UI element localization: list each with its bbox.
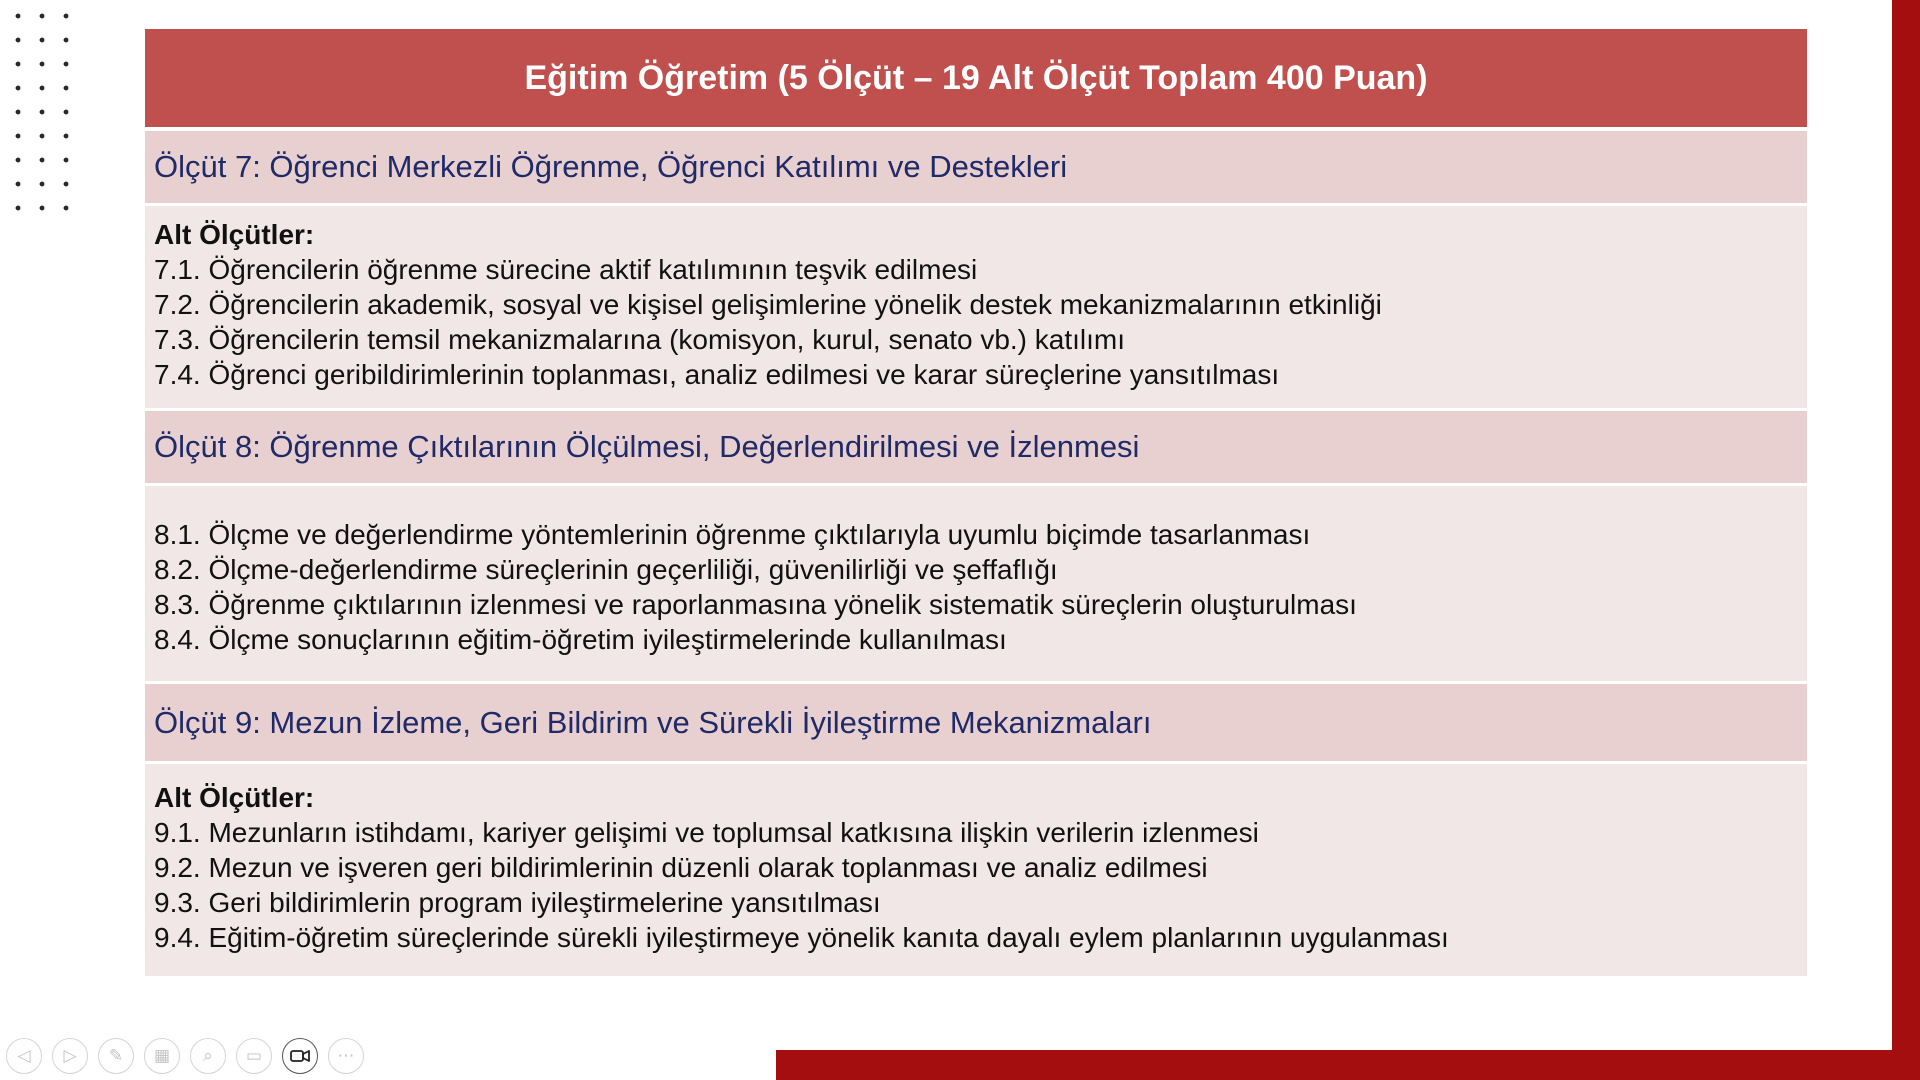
criterion-7-body — [145, 206, 1807, 411]
criterion-8-header: Ölçüt 8: Öğrenme Çıktılarının Ölçülmesi, Değerlendirilmesi ve İzlenmesi — [145, 411, 1807, 486]
grid-icon: ▦ — [153, 1046, 171, 1066]
sub-criteria-heading: Alt Ölçütler: — [154, 782, 315, 813]
sub-criterion-item: 7.2. Öğrencilerin akademik, sosyal ve kişisel gelişimlerine yönelik destek mekanizmalarının etkinliği — [154, 289, 1382, 320]
criterion-9-header: Ölçüt 9: Mezun İzleme, Geri Bildirim ve Sürekli İyileştirme Mekanizmaları — [145, 684, 1807, 764]
sub-criteria-heading: Alt Ölçütler: — [154, 219, 315, 250]
criterion-8-body — [145, 486, 1807, 684]
subtitles-icon: ▭ — [245, 1046, 263, 1066]
right-accent-bar — [1892, 0, 1920, 1050]
sub-criterion-item: 9.1. Mezunların istihdamı, kariyer gelişimi ve toplumsal katkısına ilişkin verilerin izlenmesi — [154, 817, 1259, 848]
bottom-accent-bar — [776, 1050, 1920, 1080]
pen-icon: ✎ — [108, 1046, 124, 1066]
sub-criterion-item: 8.3. Öğrenme çıktılarının izlenmesi ve raporlanmasına yönelik sistematik süreçlerin oluşturulması — [154, 589, 1357, 620]
right-arrow-icon: ▷ — [63, 1046, 77, 1066]
criteria-table — [145, 29, 1807, 979]
pen-button[interactable] — [98, 1038, 134, 1074]
camera-button[interactable] — [282, 1038, 318, 1074]
criterion-9-body — [145, 764, 1807, 979]
sub-criterion-item: 7.4. Öğrenci geribildirimlerinin toplanması, analiz edilmesi ve karar süreçlerine yansıtılması — [154, 359, 1280, 390]
subtitles-button[interactable] — [236, 1038, 272, 1074]
sub-criterion-item: 9.3. Geri bildirimlerin program iyileştirmelerine yansıtılması — [154, 887, 881, 918]
sub-criterion-item: 8.4. Ölçme sonuçlarının eğitim-öğretim iyileştirmelerinde kullanılması — [154, 624, 1007, 655]
sub-criterion-item: 7.1. Öğrencilerin öğrenme sürecine aktif katılımının teşvik edilmesi — [154, 254, 978, 285]
next-slide-button[interactable] — [52, 1038, 88, 1074]
sub-criterion-item: 8.2. Ölçme-değerlendirme süreçlerinin geçerliliği, güvenilirliği ve şeffaflığı — [154, 554, 1058, 585]
decorative-dot-grid — [6, 4, 86, 228]
sub-criterion-item: 8.1. Ölçme ve değerlendirme yöntemlerinin öğrenme çıktılarıyla uyumlu biçimde tasarlanması — [154, 519, 1311, 550]
criterion-7-header: Ölçüt 7: Öğrenci Merkezli Öğrenme, Öğrenci Katılımı ve Destekleri — [145, 131, 1807, 206]
see-all-slides-button[interactable] — [144, 1038, 180, 1074]
ellipsis-icon: ⋯ — [337, 1046, 355, 1066]
more-options-button[interactable] — [328, 1038, 364, 1074]
previous-slide-button[interactable] — [6, 1038, 42, 1074]
sub-criterion-item: 9.2. Mezun ve işveren geri bildirimlerinin düzenli olarak toplanması ve analiz edilmesi — [154, 852, 1208, 883]
left-arrow-icon: ◁ — [17, 1046, 31, 1066]
table-title: Eğitim Öğretim (5 Ölçüt – 19 Alt Ölçüt Toplam 400 Puan) — [145, 29, 1807, 131]
sub-criterion-item: 9.4. Eğitim-öğretim süreçlerinde sürekli iyileştirmeye yönelik kanıta dayalı eylem planlarının uygulanması — [154, 922, 1449, 953]
zoom-button[interactable] — [190, 1038, 226, 1074]
slideshow-controls — [6, 1038, 364, 1074]
magnifier-icon: ⌕ — [203, 1046, 213, 1066]
video-camera-icon — [290, 1049, 310, 1063]
sub-criterion-item: 7.3. Öğrencilerin temsil mekanizmalarına (komisyon, kurul, senato vb.) katılımı — [154, 324, 1126, 355]
